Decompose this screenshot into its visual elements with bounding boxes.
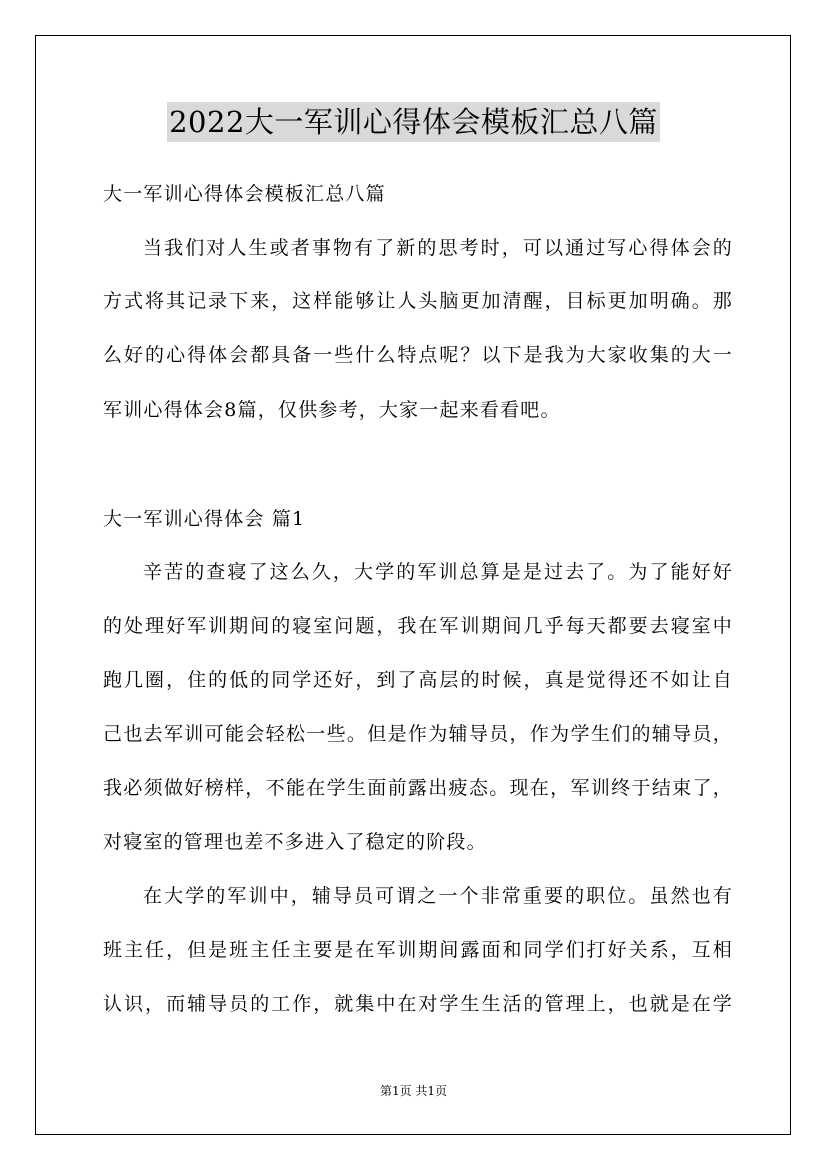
intro-line: 军训心得体会8篇，仅供参考，大家一起来看看吧。 — [103, 399, 561, 421]
paragraph-line: 辛苦的查寝了这么久，大学的军训总算是是过去了。为了能好好 — [143, 561, 733, 583]
intro-line: 当我们对人生或者事物有了新的思考时，可以通过写心得体会的 — [143, 237, 733, 259]
paragraph-line: 己也去军训可能会轻松一些。但是作为辅导员，作为学生们的辅导员， — [103, 723, 733, 745]
paragraph-line: 跑几圈，住的低的同学还好，到了高层的时候，真是觉得还不如让自 — [103, 669, 733, 691]
intro-line: 方式将其记录下来，这样能够让人头脑更加清醒，目标更加明确。那 — [103, 290, 733, 312]
paragraph-line: 我必须做好榜样，不能在学生面前露出疲态。现在，军训终于结束了， — [103, 777, 733, 799]
intro-line: 么好的心得体会都具备一些什么特点呢？以下是我为大家收集的大一 — [103, 344, 733, 366]
paragraph-line: 的处理好军训期间的寝室问题，我在军训期间几乎每天都要去寝室中 — [103, 615, 733, 637]
paragraph-line: 在大学的军训中，辅导员可谓之一个非常重要的职位。虽然也有 — [143, 885, 733, 907]
section-heading: 大一军训心得体会 篇1 — [103, 508, 306, 530]
document-subtitle: 大一军训心得体会模板汇总八篇 — [103, 183, 386, 205]
page-footer: 第1页 共1页 — [379, 1084, 448, 1098]
paragraph-line: 班主任，但是班主任主要是在军训期间露面和同学们打好关系，互相 — [103, 939, 733, 961]
document-title: 2022大一军训心得体会模板汇总八篇 — [167, 102, 660, 142]
paragraph-line: 认识，而辅导员的工作，就集中在对学生生活的管理上，也就是在学 — [103, 993, 733, 1015]
paragraph-line: 对寝室的管理也差不多进入了稳定的阶段。 — [103, 831, 487, 853]
title-container — [0, 102, 827, 142]
